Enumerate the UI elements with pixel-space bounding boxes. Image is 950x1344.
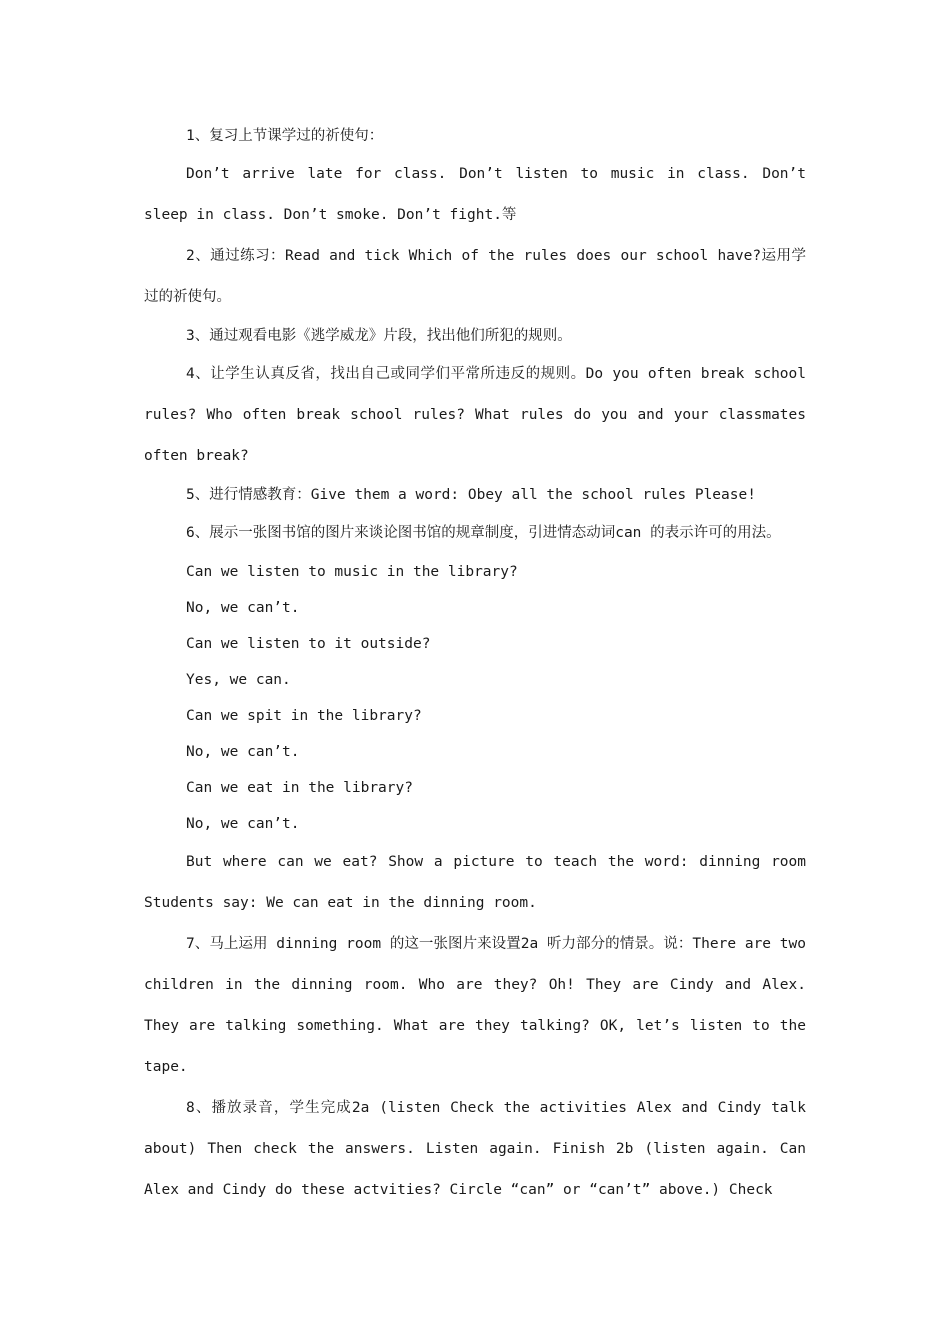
- dialogue-line-5: Can we spit in the library?: [186, 708, 422, 724]
- paragraph-3: 2、通过练习：Read and tick Which of the rules does our school have?运用学过的祈使句。: [144, 248, 806, 305]
- paragraph-6: 5、进行情感教育：Give them a word: Obey all the school rules Please!: [186, 487, 756, 503]
- paragraph-4: 3、通过观看电影《逃学威龙》片段，找出他们所犯的规则。: [186, 328, 572, 344]
- paragraph-10: 8、播放录音，学生完成2a (listen Check the activities Alex and Cindy talk about) Then check the answers. Listen again. Finish 2b (listen again. Can Alex and Cindy do these actvities? Circle “can” or “can’t” above.) Check: [144, 1100, 806, 1198]
- dialogue-line-7: Can we eat in the library?: [186, 780, 413, 796]
- paragraph-2: Don’t arrive late for class. Don’t listen to music in class. Don’t sleep in class. Don’t smoke. Don’t fight.等: [144, 166, 806, 223]
- paragraph-9: 7、马上运用 dinning room 的这一张图片来设置2a 听力部分的情景。说：There are two children in the dinning room. Who are they? Oh! They are Cindy and Alex. They are talking something. What are they talking? OK, let’s listen to the tape.: [144, 936, 806, 1075]
- paragraph-8: But where can we eat? Show a picture to teach the word: dinning room Students say: We can eat in the dinning room.: [144, 854, 806, 911]
- dialogue-line-8: No, we can’t.: [186, 816, 300, 832]
- document-body: [144, 118, 806, 1211]
- dialogue-line-4: Yes, we can.: [186, 672, 291, 688]
- dialogue-line-6: No, we can’t.: [186, 744, 300, 760]
- paragraph-7: 6、展示一张图书馆的图片来谈论图书馆的规章制度，引进情态动词can 的表示许可的用法。: [186, 525, 781, 541]
- paragraph-1: 1、复习上节课学过的祈使句：: [186, 128, 384, 144]
- dialogue-line-2: No, we can’t.: [186, 600, 300, 616]
- paragraph-5: 4、让学生认真反省，找出自己或同学们平常所违反的规则。Do you often break school rules? Who often break school rules? What rules do you and your classmates often break?: [144, 366, 806, 464]
- dialogue-line-3: Can we listen to it outside?: [186, 636, 431, 652]
- dialogue-line-1: Can we listen to music in the library?: [186, 564, 518, 580]
